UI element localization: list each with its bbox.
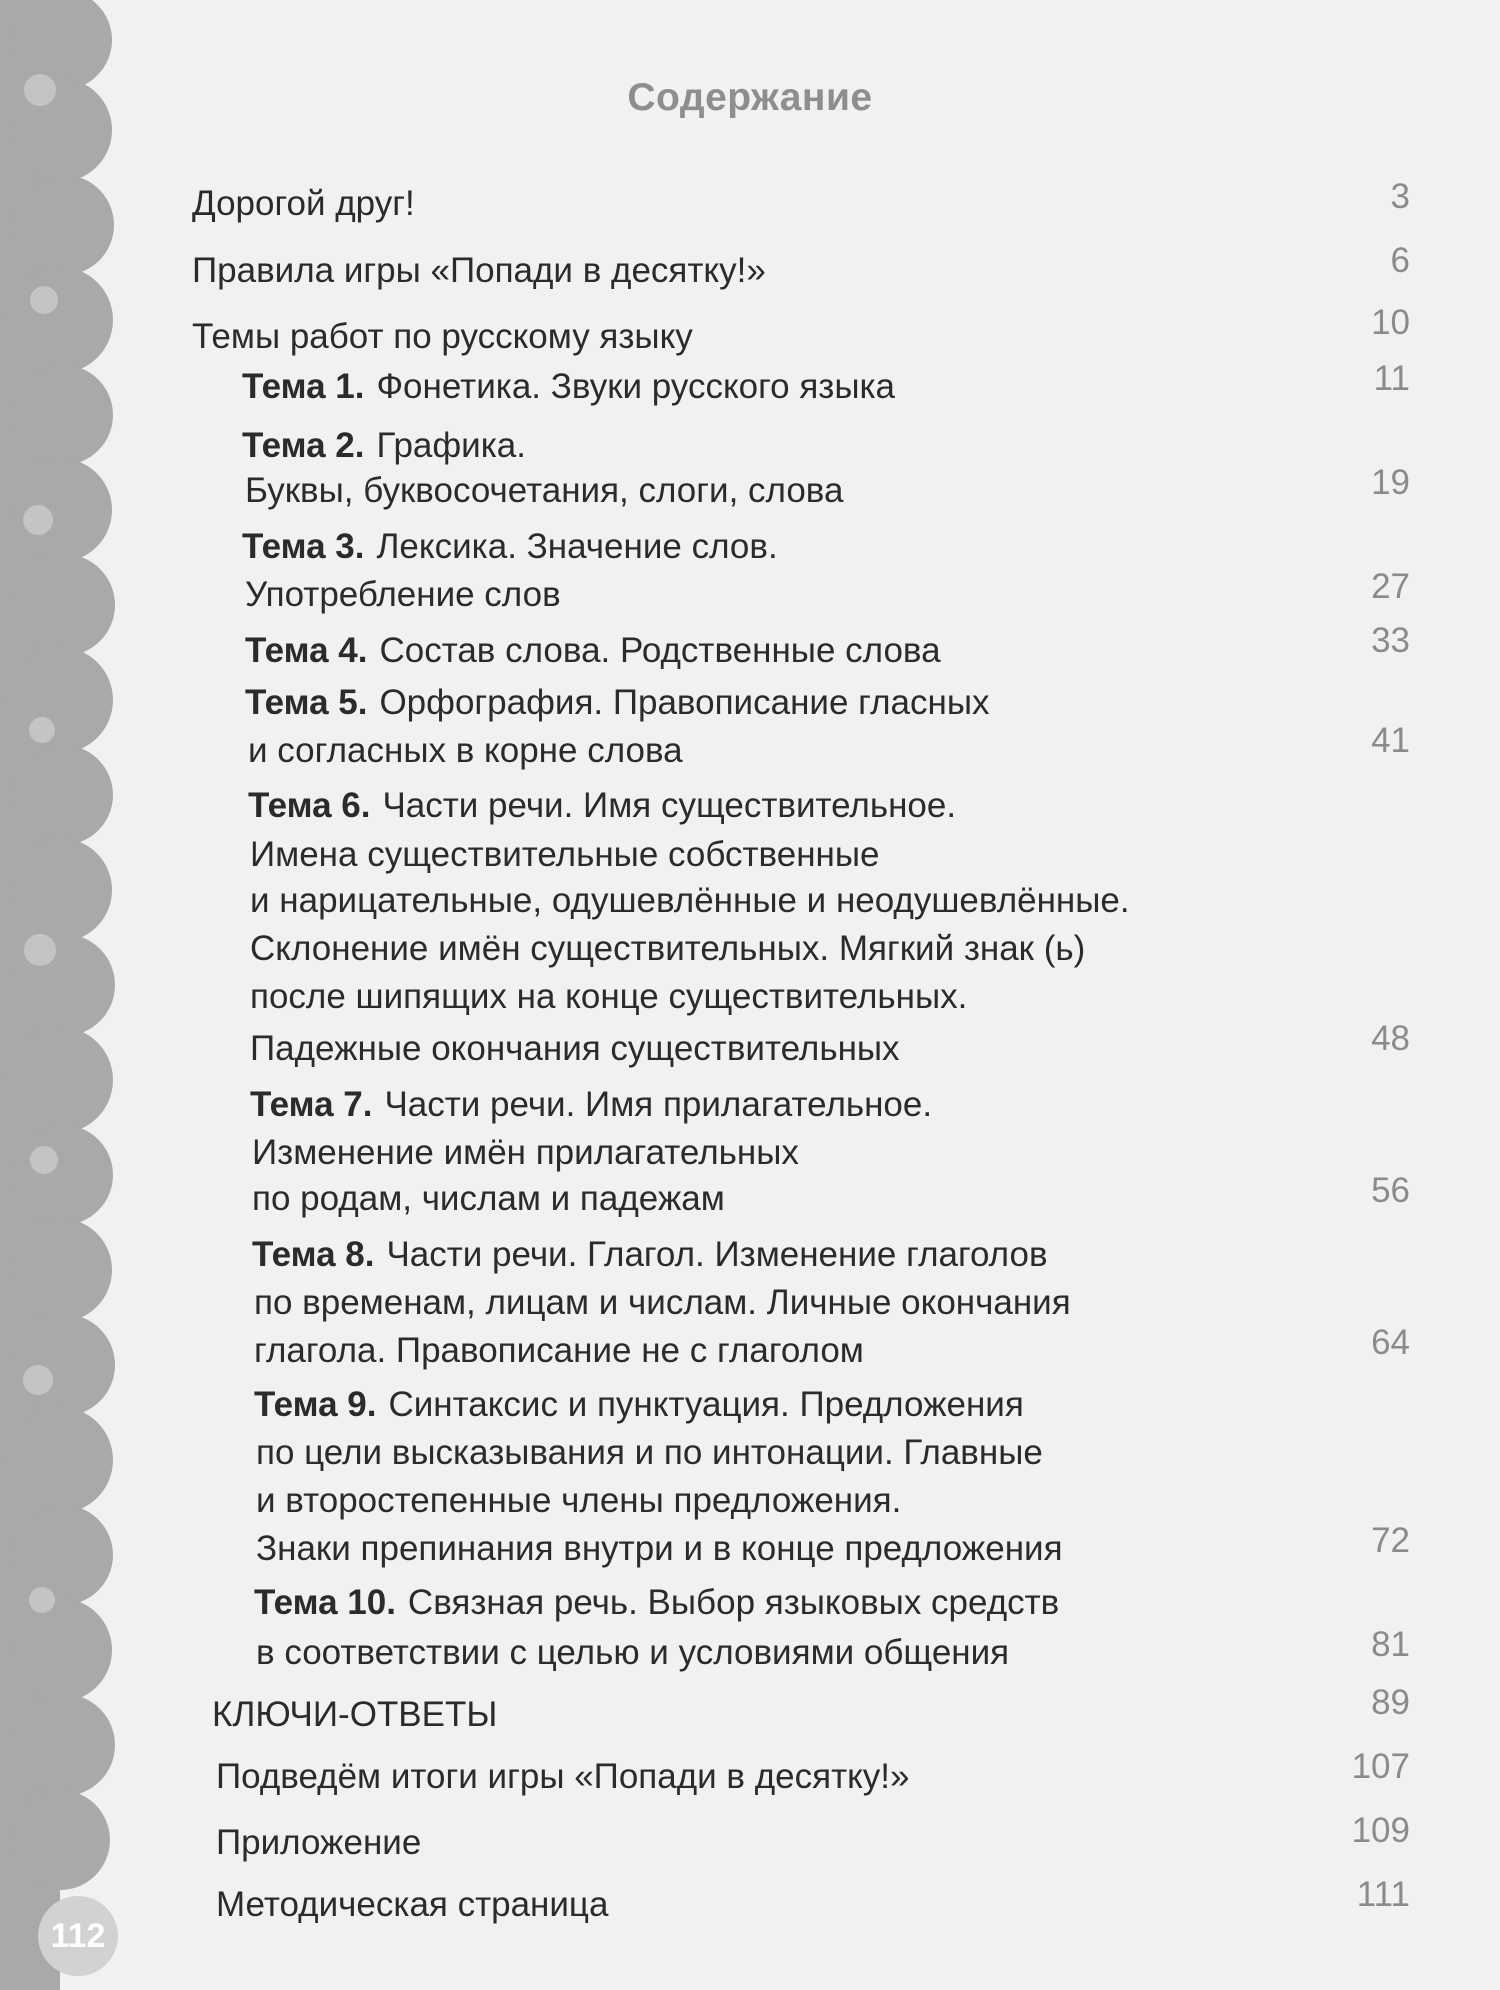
- toc-page-topic-2: 19: [1371, 463, 1410, 502]
- toc-page-appendix: 109: [1351, 1811, 1410, 1850]
- topic-label: Тема 9.: [254, 1385, 377, 1424]
- toc-page-topics: 10: [1371, 303, 1410, 342]
- toc-entry-topic-7-line3: по родам, числам и падежам: [252, 1179, 725, 1218]
- topic-label: Тема 8.: [252, 1235, 375, 1274]
- topic-title: Синтаксис и пунктуация. Предложения: [388, 1385, 1024, 1424]
- toc-entry-topics: Темы работ по русскому языку: [192, 317, 693, 356]
- topic-label: Тема 10.: [254, 1583, 396, 1622]
- topic-label: Тема 2.: [242, 426, 365, 465]
- topic-title: Фонетика. Звуки русского языка: [376, 367, 896, 406]
- topic-title: Части речи. Имя существительное.: [382, 786, 957, 825]
- topic-label: Тема 4.: [245, 631, 368, 670]
- topic-title: Части речи. Имя прилагательное.: [384, 1085, 933, 1124]
- page-title: Содержание: [627, 76, 873, 119]
- topic-title: Графика.: [376, 426, 526, 465]
- toc-page-topic-8: 64: [1371, 1323, 1410, 1362]
- toc-page-results: 107: [1351, 1747, 1410, 1786]
- toc-page-method-page: 111: [1356, 1875, 1410, 1914]
- topic-title: Части речи. Глагол. Изменение глаголов: [386, 1235, 1048, 1274]
- page-number: 112: [38, 1896, 118, 1976]
- topic-label: Тема 6.: [248, 786, 371, 825]
- topic-title: Орфография. Правописание гласных: [379, 683, 990, 722]
- toc-entry-dear-friend: Дорогой друг!: [192, 184, 415, 223]
- scalloped-border-icon: [0, 0, 128, 1990]
- toc-page-topic-3: 27: [1371, 567, 1410, 606]
- topic-title: Связная речь. Выбор языковых средств: [407, 1583, 1060, 1622]
- toc-entry-topic-6: [248, 785, 956, 827]
- topic-title: Состав слова. Родственные слова: [379, 631, 941, 670]
- toc-entry-topic-3-cont: Употребление слов: [245, 575, 561, 614]
- toc-page-topic-5: 41: [1371, 721, 1410, 760]
- toc-page-topic-4: 33: [1371, 621, 1410, 660]
- toc-entry-method-page: Методическая страница: [216, 1885, 609, 1924]
- toc-entry-topic-8: [252, 1234, 1048, 1276]
- toc-entry-answers: КЛЮЧИ-ОТВЕТЫ: [212, 1695, 498, 1734]
- toc-entry-topic-3: [242, 526, 778, 568]
- topic-title: Лексика. Значение слов.: [376, 527, 778, 566]
- toc-entry-topic-8-line3: глагола. Правописание не с глаголом: [254, 1331, 864, 1370]
- toc-entry-topic-6-line3: и нарицательные, одушевлённые и неодушевлённые.: [250, 881, 1130, 920]
- toc-entry-topic-7-line2: Изменение имён прилагательных: [252, 1133, 799, 1172]
- toc-page-topic-9: 72: [1371, 1521, 1410, 1560]
- toc-entry-topic-5: [245, 682, 990, 724]
- toc-page-topic-1: 11: [1373, 359, 1410, 398]
- topic-label: Тема 7.: [250, 1085, 373, 1124]
- toc-entry-results: Подведём итоги игры «Попади в десятку!»: [216, 1757, 910, 1796]
- toc-entry-topic-8-line2: по временам, лицам и числам. Личные окончания: [254, 1283, 1071, 1322]
- toc-entry-topic-6-line2: Имена существительные собственные: [250, 835, 880, 874]
- toc-entry-topic-10: [254, 1582, 1059, 1624]
- topic-label: Тема 1.: [242, 367, 365, 406]
- toc-entry-topic-6-line6: Падежные окончания существительных: [250, 1029, 900, 1068]
- topic-label: Тема 3.: [242, 527, 365, 566]
- toc-page-topic-6: 48: [1371, 1019, 1410, 1058]
- toc-entry-topic-10-line2: в соответствии с целью и условиями общения: [256, 1633, 1010, 1672]
- toc-entry-topic-1: [242, 366, 895, 408]
- toc-page-topic-7: 56: [1371, 1171, 1410, 1210]
- toc-page-dear-friend: 3: [1390, 177, 1410, 216]
- toc-entry-topic-9-line2: по цели высказывания и по интонации. Главные: [256, 1433, 1043, 1472]
- toc-entry-topic-9-line4: Знаки препинания внутри и в конце предложения: [256, 1529, 1063, 1568]
- toc-entry-topic-4: [245, 630, 941, 672]
- decorative-margin: [0, 0, 128, 1990]
- toc-page-game-rules: 6: [1390, 241, 1410, 280]
- topic-label: Тема 5.: [245, 683, 368, 722]
- toc-entry-topic-6-line4: Склонение имён существительных. Мягкий знак (ь): [250, 929, 1086, 968]
- toc-entry-appendix: Приложение: [216, 1823, 422, 1862]
- toc-entry-topic-5-cont: и согласных в корне слова: [248, 731, 683, 770]
- toc-entry-topic-6-line5: после шипящих на конце существительных.: [250, 977, 968, 1016]
- toc-entry-topic-7: [250, 1084, 932, 1126]
- toc-entry-topic-2: [242, 425, 526, 467]
- toc-entry-topic-9-line3: и второстепенные члены предложения.: [256, 1481, 902, 1520]
- toc-entry-topic-9: [254, 1384, 1024, 1426]
- toc-entry-topic-2-cont: Буквы, буквосочетания, слоги, слова: [245, 471, 844, 510]
- toc-page-answers: 89: [1371, 1683, 1410, 1722]
- toc-entry-game-rules: Правила игры «Попади в десятку!»: [192, 251, 766, 290]
- toc-page-topic-10: 81: [1371, 1625, 1410, 1664]
